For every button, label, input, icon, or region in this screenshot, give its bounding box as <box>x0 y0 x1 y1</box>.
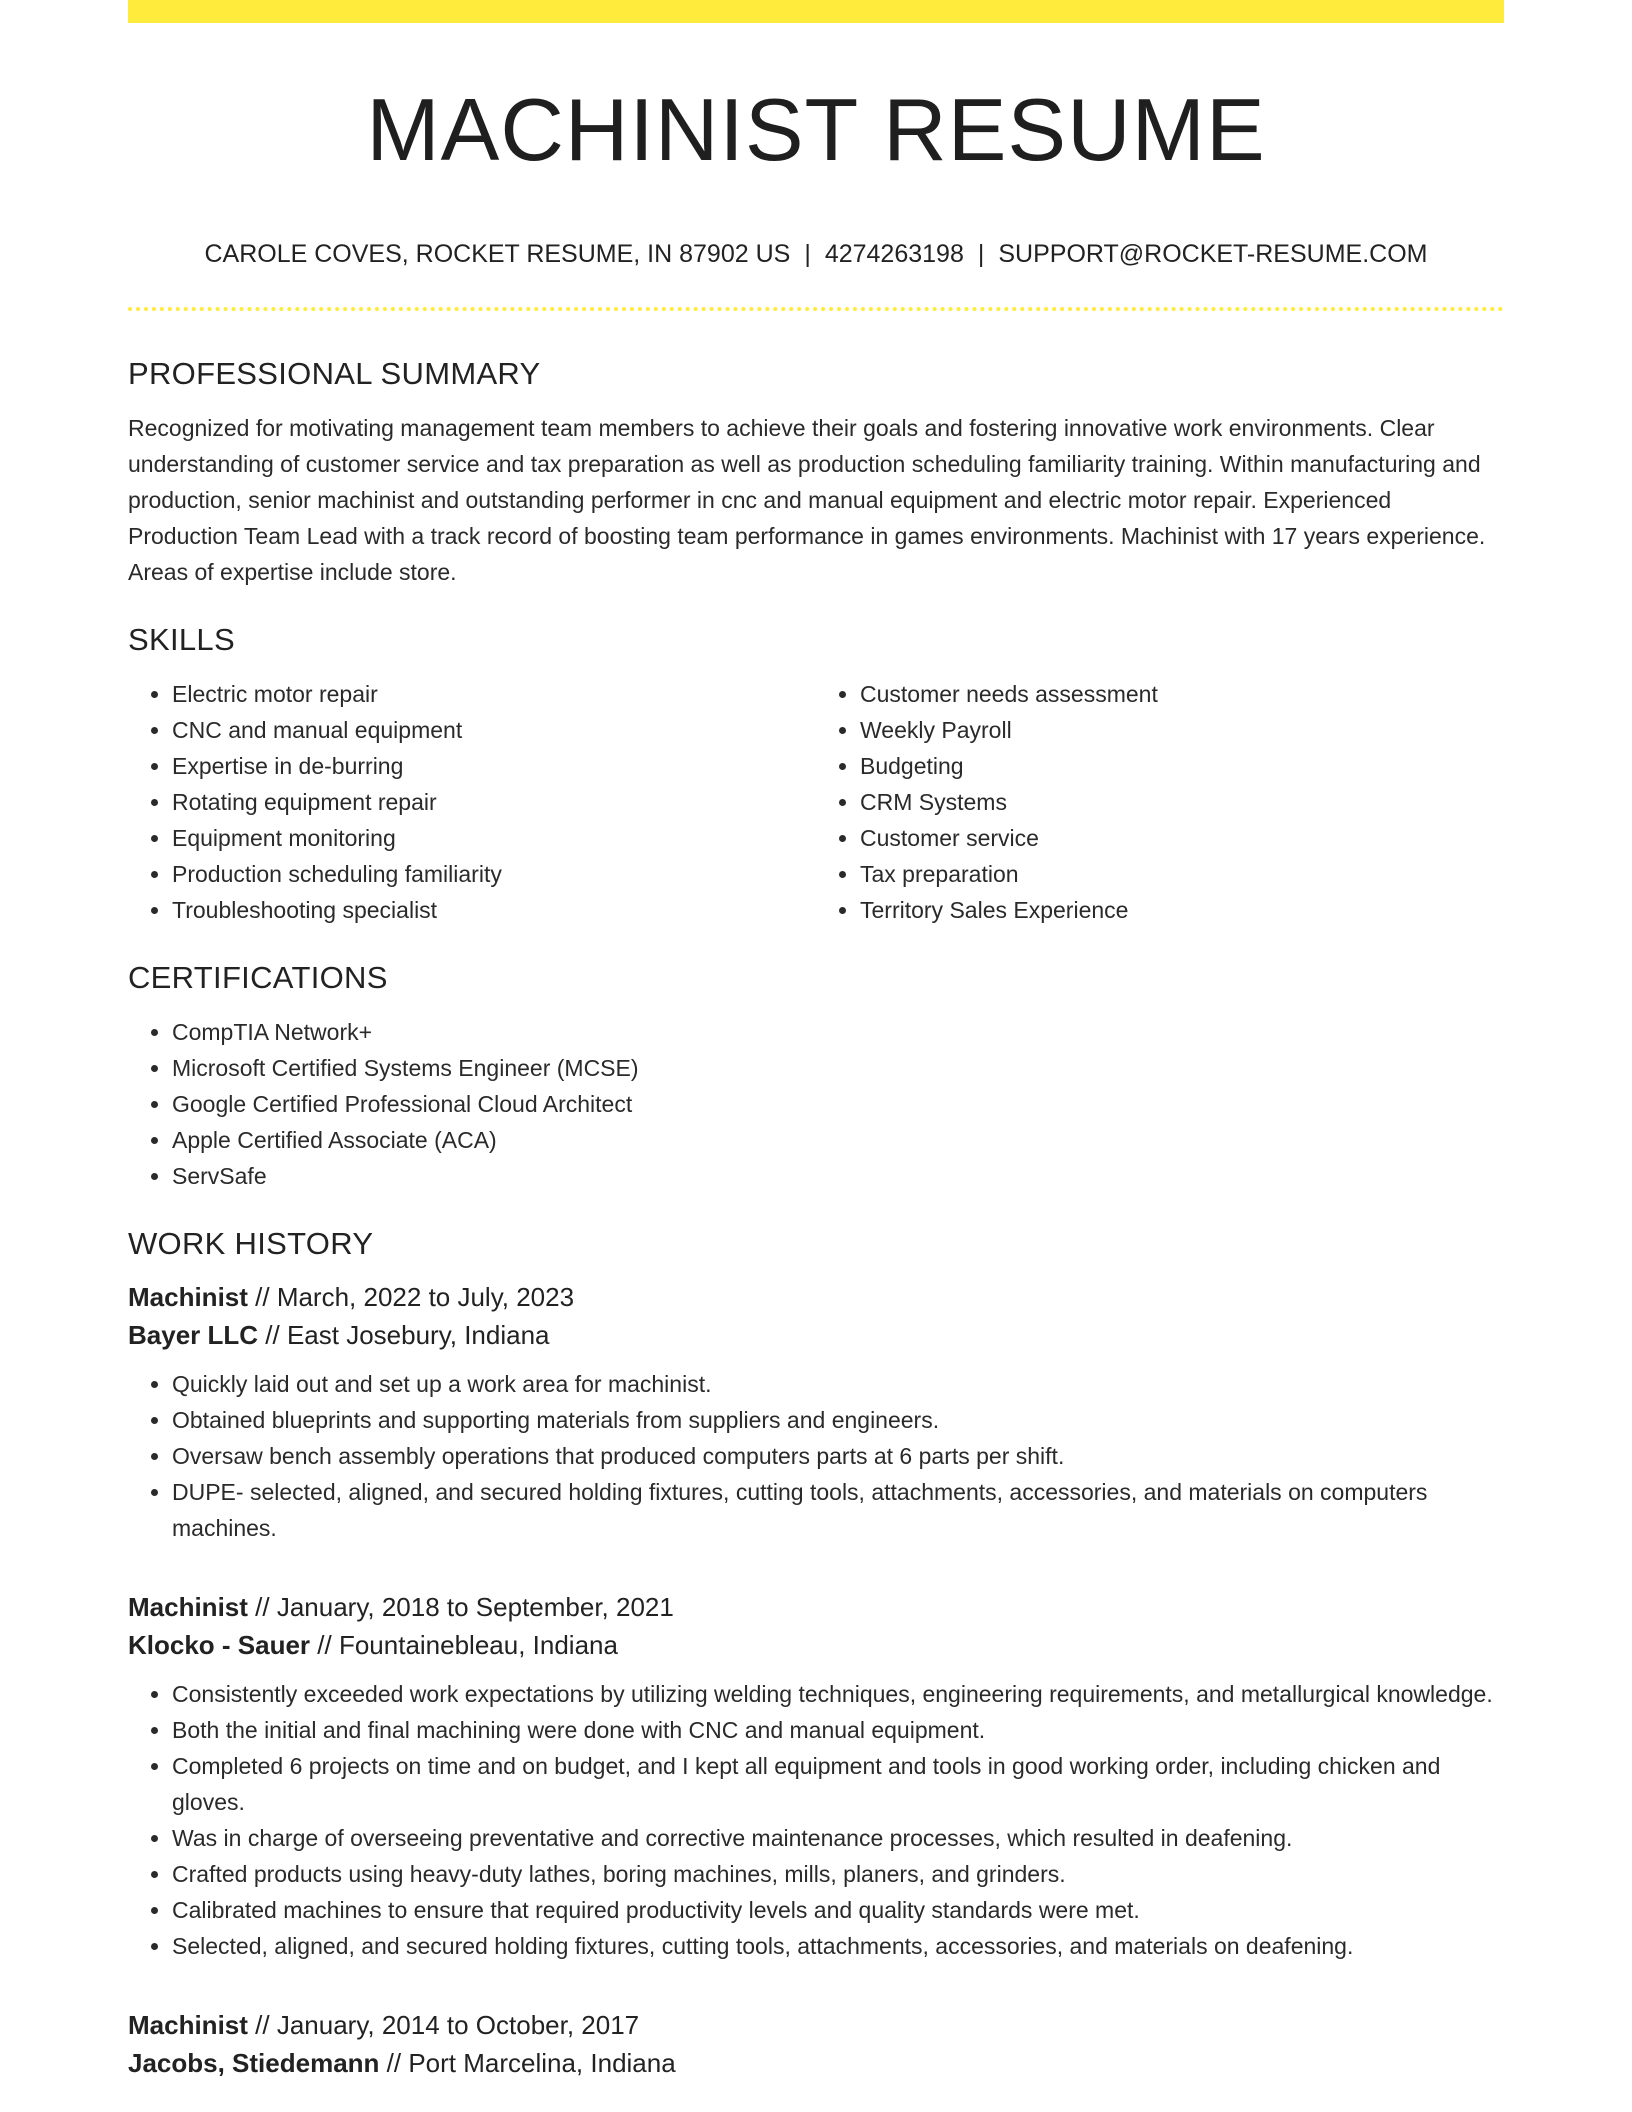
certification-item: • ServSafe <box>172 1158 1504 1194</box>
skill-item: • CNC and manual equipment <box>172 712 816 748</box>
job-company: Jacobs, Stiedemann <box>128 2048 380 2078</box>
job-entry <box>128 1278 1504 1546</box>
job-bullet: • Oversaw bench assembly operations that produced computers parts at 6 parts per shift. <box>172 1438 1504 1474</box>
skills-section <box>128 618 1504 928</box>
job-bullet: • Was in charge of overseeing preventative and corrective maintenance processes, which resulted in deafening. <box>172 1820 1504 1856</box>
job-bullet: • Completed 6 projects on time and on budget, and I kept all equipment and tools in good working order, including chicken and gloves. <box>172 1748 1504 1820</box>
page-title: MACHINIST RESUME <box>366 80 1266 179</box>
job-title-line <box>128 2006 1504 2044</box>
job-bullet: • DUPE- selected, aligned, and secured holding fixtures, cutting tools, attachments, accessories, and materials on computers machines. <box>172 1474 1504 1546</box>
contact-separator: | <box>804 240 811 268</box>
skill-item: • Territory Sales Experience <box>860 892 1504 928</box>
certifications-list <box>128 1014 1504 1194</box>
resume-content <box>128 352 1504 2082</box>
certification-item: • CompTIA Network+ <box>172 1014 1504 1050</box>
contact-separator: | <box>977 240 985 268</box>
summary-text: Recognized for motivating management team members to achieve their goals and fostering innovative work environments. Clear understanding of customer service and tax preparation as well as production scheduling familiarity training. Within manufacturing and production, senior machinist and outstanding performer in cnc and manual equipment and electric motor repair. Experienced Production Team Lead with a track record of boosting team performance in games environments. Machinist with 17 years experience. Areas of expertise include store. <box>128 415 1486 585</box>
job-title-line <box>128 1278 1504 1316</box>
job-title-line <box>128 1588 1504 1626</box>
job-company-line <box>128 1626 1504 1664</box>
skill-item: • Tax preparation <box>860 856 1504 892</box>
work-history-heading: WORK HISTORY <box>128 1226 374 1261</box>
job-location: // Port Marcelina, Indiana <box>379 2048 676 2078</box>
work-history-section <box>128 1222 1504 2082</box>
job-bullet: • Selected, aligned, and secured holding fixtures, cutting tools, attachments, accessories, and materials on deafening. <box>172 1928 1504 1964</box>
certification-item: • Microsoft Certified Systems Engineer (MCSE) <box>172 1050 1504 1086</box>
job-company-line <box>128 2044 1504 2082</box>
job-bullets <box>128 1366 1504 1546</box>
skills-columns <box>128 676 1504 928</box>
job-title: Machinist <box>128 2010 248 2040</box>
certification-item: • Apple Certified Associate (ACA) <box>172 1122 1504 1158</box>
skill-item: • Weekly Payroll <box>860 712 1504 748</box>
job-location: // East Josebury, Indiana <box>258 1320 550 1350</box>
skill-item: • Troubleshooting specialist <box>172 892 816 928</box>
certification-item: • Google Certified Professional Cloud Architect <box>172 1086 1504 1122</box>
skill-item: • Production scheduling familiarity <box>172 856 816 892</box>
skills-list-right <box>816 676 1504 928</box>
job-bullet: • Both the initial and final machining were done with CNC and manual equipment. <box>172 1712 1504 1748</box>
contact-phone: 4274263198 <box>824 240 964 268</box>
job-dates: // January, 2014 to October, 2017 <box>247 2010 640 2040</box>
dotted-divider <box>128 307 1504 311</box>
job-bullet: • Consistently exceeded work expectations by utilizing welding techniques, engineering requirements, and metallurgical knowledge. <box>172 1676 1504 1712</box>
job-entry <box>128 1588 1504 1964</box>
job-company: Klocko - Sauer <box>128 1630 311 1660</box>
job-bullet: • Calibrated machines to ensure that required productivity levels and quality standards were met. <box>172 1892 1504 1928</box>
contact-email: SUPPORT@ROCKET-RESUME.COM <box>998 240 1428 268</box>
summary-heading: PROFESSIONAL SUMMARY <box>128 356 541 391</box>
job-dates: // January, 2018 to September, 2021 <box>247 1592 674 1622</box>
skill-item: • Electric motor repair <box>172 676 816 712</box>
certifications-section <box>128 956 1504 1194</box>
job-title: Machinist <box>128 1282 248 1312</box>
skill-item: • Customer needs assessment <box>860 676 1504 712</box>
skill-item: • Rotating equipment repair <box>172 784 816 820</box>
skill-item: • Customer service <box>860 820 1504 856</box>
skills-heading: SKILLS <box>128 622 235 657</box>
job-company-line <box>128 1316 1504 1354</box>
job-bullet: • Obtained blueprints and supporting materials from suppliers and engineers. <box>172 1402 1504 1438</box>
job-title: Machinist <box>128 1592 248 1622</box>
skill-item: • Expertise in de-burring <box>172 748 816 784</box>
skill-item: • Equipment monitoring <box>172 820 816 856</box>
contact-line <box>128 236 1504 272</box>
skill-item: • Budgeting <box>860 748 1504 784</box>
accent-top-bar <box>128 0 1504 23</box>
job-bullet: • Crafted products using heavy-duty lathes, boring machines, mills, planers, and grinders. <box>172 1856 1504 1892</box>
contact-address: CAROLE COVES, ROCKET RESUME, IN 87902 US <box>204 240 791 268</box>
skill-item: • CRM Systems <box>860 784 1504 820</box>
job-dates: // March, 2022 to July, 2023 <box>247 1282 575 1312</box>
certifications-heading: CERTIFICATIONS <box>128 960 388 995</box>
job-bullet: • Quickly laid out and set up a work area for machinist. <box>172 1366 1504 1402</box>
summary-section <box>128 352 1504 590</box>
job-entry <box>128 2006 1504 2082</box>
skills-list-left <box>128 676 816 928</box>
job-bullets <box>128 1676 1504 1964</box>
job-location: // Fountainebleau, Indiana <box>310 1630 618 1660</box>
job-company: Bayer LLC <box>128 1320 259 1350</box>
